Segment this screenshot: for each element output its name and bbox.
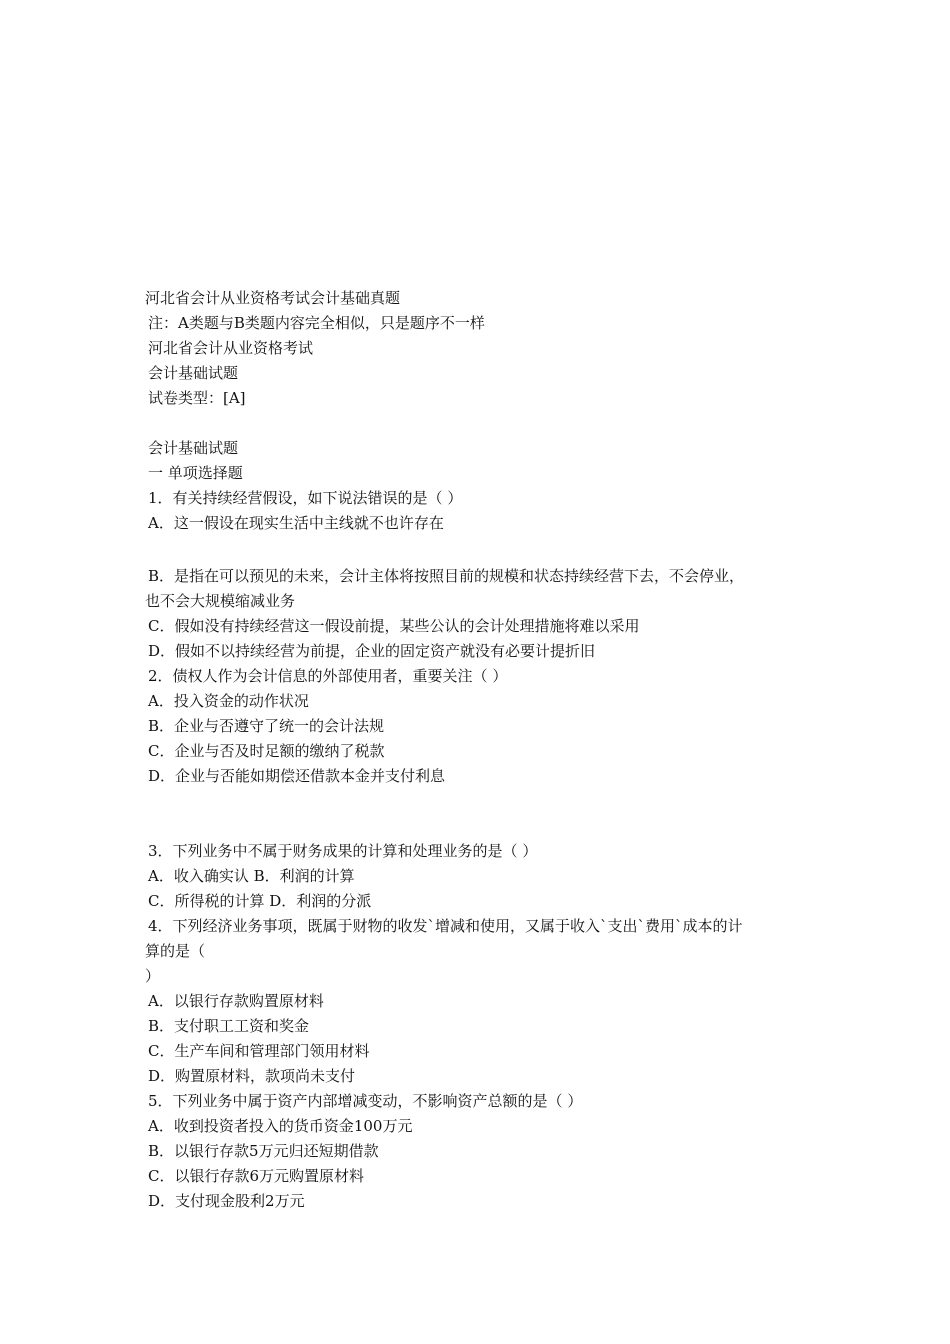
question-3-stem: 3．下列业务中不属于财务成果的计算和处理业务的是（ ） — [148, 842, 538, 860]
question-2-option-d: D．企业与否能如期偿还借款本金并支付利息 — [148, 767, 446, 785]
question-5-option-a: A．收到投资者投入的货币资金100万元 — [148, 1117, 413, 1135]
exam-subject: 会计基础试题 — [148, 364, 239, 382]
paper-type: 试卷类型：[A] — [148, 389, 246, 407]
question-2-stem: 2．债权人作为会计信息的外部使用者，重要关注（ ） — [148, 667, 508, 685]
section-subject: 会计基础试题 — [148, 439, 239, 457]
section-title: 一 单项选择题 — [148, 464, 243, 482]
document-note: 注：A类题与B类题内容完全相似，只是题序不一样 — [148, 314, 485, 332]
question-2-option-c: C．企业与否及时足额的缴纳了税款 — [148, 742, 385, 760]
question-1-option-a: A．这一假设在现实生活中主线就不也许存在 — [148, 514, 444, 532]
question-4-option-a: A．以银行存款购置原材料 — [148, 992, 324, 1010]
question-1-option-b-cont: 也不会大规模缩减业务 — [145, 592, 296, 610]
question-4-stem-cont: 算的是（ — [145, 942, 206, 960]
question-5-option-d: D．支付现金股利2万元 — [148, 1192, 305, 1210]
question-4-option-d: D．购置原材料，款项尚未支付 — [148, 1067, 356, 1085]
document-page — [145, 286, 825, 1214]
question-3-options-ab: A．收入确实认 B．利润的计算 — [148, 867, 355, 885]
question-1-stem: 1．有关持续经营假设，如下说法错误的是（ ） — [148, 489, 463, 507]
spacer — [145, 814, 825, 839]
spacer — [145, 789, 825, 814]
question-5-option-b: B．以银行存款5万元归还短期借款 — [148, 1142, 379, 1160]
question-1-option-c: C．假如没有持续经营这一假设前提，某些公认的会计处理措施将难以采用 — [148, 617, 640, 635]
spacer — [145, 411, 825, 436]
question-1-option-d: D．假如不以持续经营为前提，企业的固定资产就没有必要计提折旧 — [148, 642, 596, 660]
question-3-options-cd: C．所得税的计算 D．利润的分派 — [148, 892, 372, 910]
question-4-stem: 4．下列经济业务事项，既属于财物的收发`增减和使用，又属于收入`支出`费用`成本的计 — [148, 917, 743, 935]
exam-name: 河北省会计从业资格考试 — [148, 339, 314, 357]
document-title: 河北省会计从业资格考试会计基础真题 — [145, 289, 401, 307]
question-2-option-a: A．投入资金的动作状况 — [148, 692, 309, 710]
question-4-stem-end: ） — [145, 967, 161, 985]
question-5-option-c: C．以银行存款6万元购置原材料 — [148, 1167, 365, 1185]
question-5-stem: 5．下列业务中属于资产内部增减变动，不影响资产总额的是（ ） — [148, 1092, 583, 1110]
question-2-option-b: B．企业与否遵守了统一的会计法规 — [148, 717, 385, 735]
question-4-option-b: B．支付职工工资和奖金 — [148, 1017, 310, 1035]
spacer — [145, 536, 825, 561]
question-1-option-b: B．是指在可以预见的未来，会计主体将按照目前的规模和状态持续经营下去，不会停业， — [148, 567, 745, 585]
question-4-option-c: C．生产车间和管理部门领用材料 — [148, 1042, 370, 1060]
